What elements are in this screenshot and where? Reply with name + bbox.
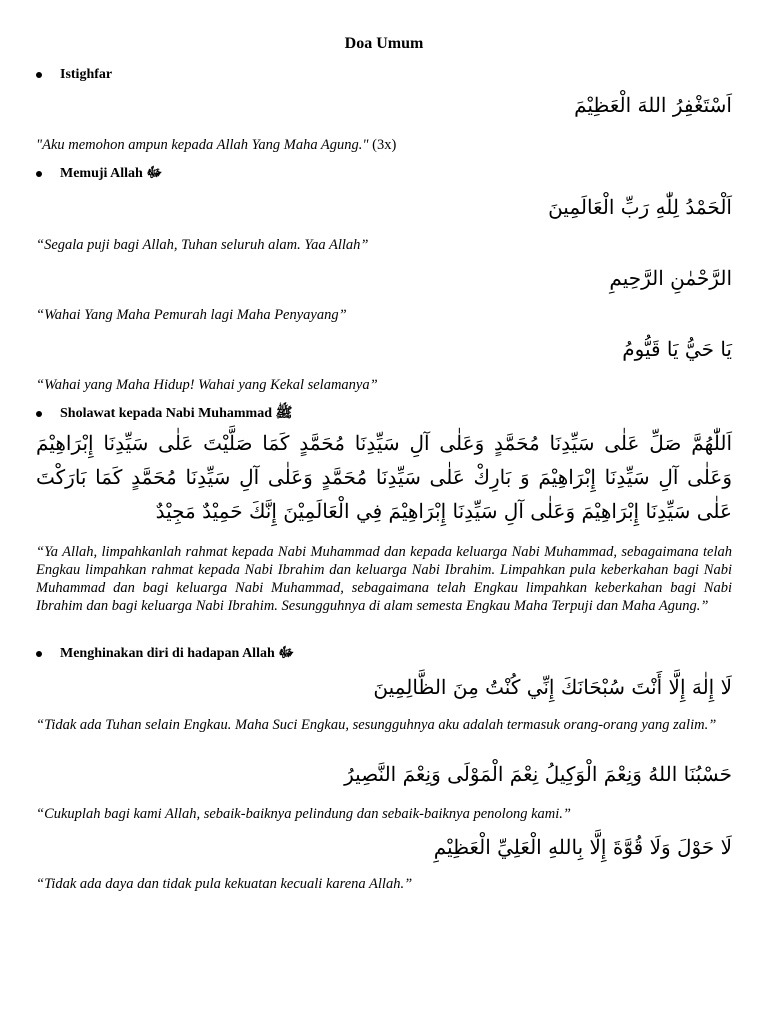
translation-ya-hayyu: “Wahai yang Maha Hidup! Wahai yang Kekal selamanya” xyxy=(36,377,378,393)
translation-alhamdulillah: “Segala puji bagi Allah, Tuhan seluruh alam. Yaa Allah” xyxy=(36,237,369,253)
arabic-text-istighfar: اَسْتَغْفِرُ اللهَ الْعَظِيْمَ xyxy=(574,93,732,117)
section-heading-label: Istighfar xyxy=(60,67,113,82)
translation-istighfar xyxy=(36,136,732,154)
arabic-text-arrahman: الرَّحْمٰنِ الرَّحِيمِ xyxy=(609,266,732,290)
page-title: Doa Umum xyxy=(344,35,424,52)
section-heading-label: Sholawat kepada Nabi Muhammad ﷺ xyxy=(60,406,293,421)
translation-text: "Aku memohon ampun kepada Allah Yang Maha Agung." xyxy=(36,137,369,153)
section-heading-label: Menghinakan diri di hadapan Allah ﷻ xyxy=(60,646,295,661)
translation-la-hawla: “Tidak ada daya dan tidak pula kekuatan kecuali karena Allah.” xyxy=(36,876,413,892)
arabic-text-hasbunallah: حَسْبُنَا اللهُ وَنِعْمَ الْوَكِيلُ نِعْمَ الْمَوْلَى وَنِعْمَ النَّصِيرُ xyxy=(344,762,732,786)
section-heading-label: Memuji Allah ﷻ xyxy=(60,166,163,181)
document-page xyxy=(36,0,732,1024)
translation-la-ilaha: “Tidak ada Tuhan selain Engkau. Maha Suci Engkau, sesungguhnya aku adalah termasuk orang-orang yang zalim.” xyxy=(36,717,717,733)
bullet-icon xyxy=(36,651,42,657)
bullet-icon xyxy=(36,171,42,177)
bullet-icon xyxy=(36,411,42,417)
arabic-text-sholawat: اَللّٰهُمَّ صَلِّ عَلٰى سَيِّدِنَا مُحَمَّدٍ وَعَلٰى آلِ سَيِّدِنَا مُحَمَّدٍ كَمَا صَلَّيْتَ عَلٰى سَيِّدِنَا إِبْرَاهِيْمَ وَعَلٰى آلِ سَيِّدِنَا إِبْرَاهِيْمَ وَ بَارِكْ عَلٰى سَيِّدِنَا مُحَمَّدٍ وَعَلٰى آلِ سَيِّدِنَا مُحَمَّدٍ كَمَا بَارَكْتَ عَلٰى سَيِّدِنَا إِبْرَاهِيْمَ وَعَلٰى آلِ سَيِّدِنَا إِبْرَاهِيْمَ فِي الْعَالَمِيْنَ إِنَّكَ حَمِيْدٌ مَجِيْدٌ xyxy=(36,431,732,523)
arabic-text-alhamdulillah: اَلْحَمْدُ لِلّٰهِ رَبِّ الْعَالَمِينَ xyxy=(548,195,732,219)
bullet-icon xyxy=(36,72,42,78)
repeat-count: (3x) xyxy=(368,137,397,153)
translation-hasbunallah: “Cukuplah bagi kami Allah, sebaik-baiknya pelindung dan sebaik-baiknya penolong kami.” xyxy=(36,806,571,822)
translation-arrahman: “Wahai Yang Maha Pemurah lagi Maha Penyayang” xyxy=(36,307,347,323)
arabic-text-la-ilaha: لَا إِلٰهَ إِلَّا أَنْتَ سُبْحَانَكَ إِنِّي كُنْتُ مِنَ الظَّالِمِينَ xyxy=(373,675,732,699)
arabic-text-la-hawla: لَا حَوْلَ وَلَا قُوَّةَ إِلَّا بِاللهِ الْعَلِيِّ الْعَظِيْمِ xyxy=(433,835,732,859)
arabic-text-ya-hayyu: يَا حَيُّ يَا قَيُّومُ xyxy=(622,337,732,361)
translation-sholawat: “Ya Allah, limpahkanlah rahmat kepada Nabi Muhammad dan kepada keluarga Nabi Muhammad, sebagaimana telah Engkau limpahkan rahmat kepada Nabi Ibrahim dan keluarga Nabi Ibrahim. Limpahkan pula keberkahan bagi Nabi Muhammad dan bagi keluarga Nabi Muhammad, sebagaimana telah Engkau limpahkan keberkahan bagi Nabi Ibrahim dan bagi keluarga Nabi Ibrahim. Sesungguhnya di alam semesta Engkau Maha Terpuji dan Maha Agung.” xyxy=(36,544,732,614)
